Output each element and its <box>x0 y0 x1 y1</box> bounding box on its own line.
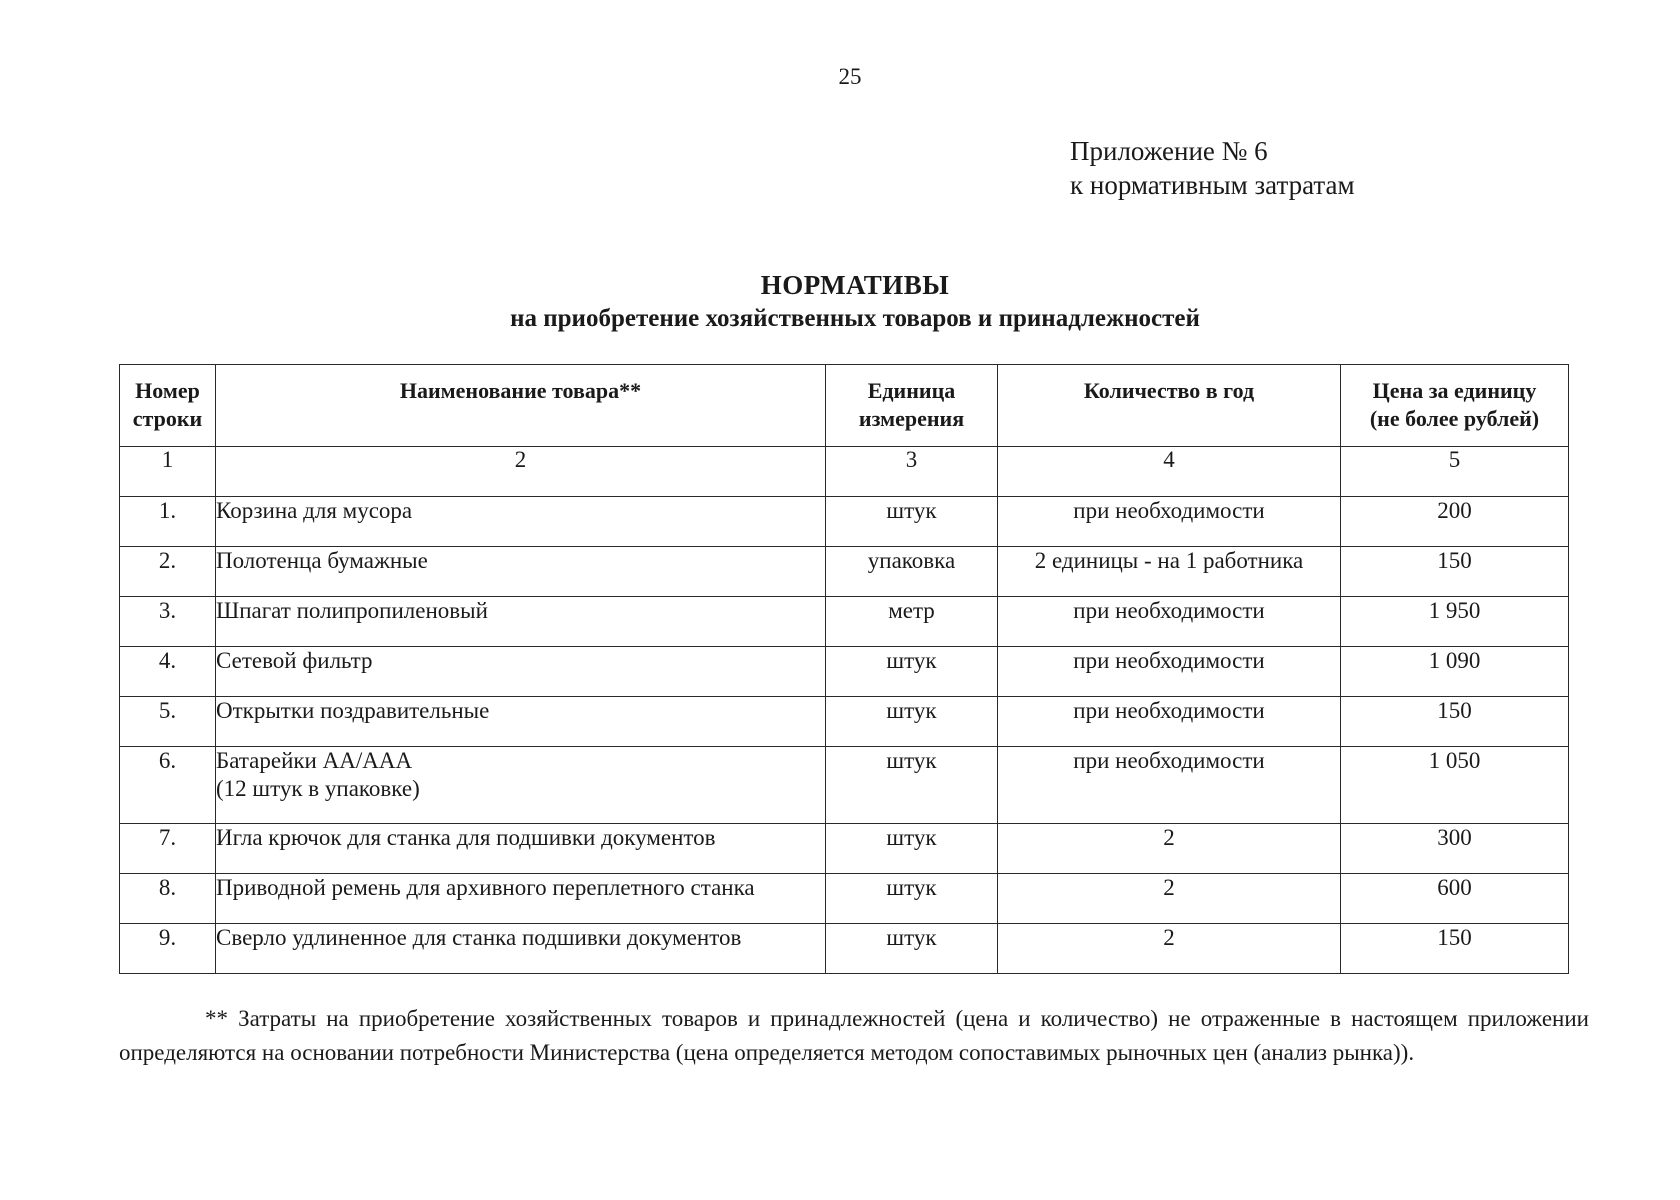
header-item-name: Наименование товара** <box>216 365 826 447</box>
price-cell: 200 <box>1341 497 1569 547</box>
unit-cell: штук <box>826 874 998 924</box>
quantity-cell: при необходимости <box>998 497 1341 547</box>
column-number: 4 <box>998 447 1341 497</box>
header-row-number: Номер строки <box>120 365 216 447</box>
table-row <box>120 647 1569 697</box>
price-cell: 150 <box>1341 547 1569 597</box>
title-subtitle: на приобретение хозяйственных товаров и принадлежностей <box>510 305 1200 332</box>
table-row <box>120 924 1569 974</box>
unit-cell: штук <box>826 497 998 547</box>
norms-table <box>119 364 1569 974</box>
quantity-cell: 2 единицы - на 1 работника <box>998 547 1341 597</box>
price-cell: 1 090 <box>1341 647 1569 697</box>
quantity-cell: при необходимости <box>998 597 1341 647</box>
row-number-cell: 5. <box>120 697 216 747</box>
page-number: 25 <box>838 64 862 89</box>
price-cell: 1 050 <box>1341 747 1569 824</box>
unit-cell: упаковка <box>826 547 998 597</box>
column-number: 3 <box>826 447 998 497</box>
unit-cell: штук <box>826 647 998 697</box>
table-row <box>120 497 1569 547</box>
column-number: 1 <box>120 447 216 497</box>
table-row <box>120 697 1569 747</box>
row-number-cell: 6. <box>120 747 216 824</box>
footnote: ** Затраты на приобретение хозяйственных товаров и принадлежностей (цена и количество) не отраженные в настоящем приложении определяются на основании потребности Министерства (цена определяется методом сопоставимых рыночных цен (анализ рынка)). <box>119 1006 1589 1065</box>
table-header-row <box>120 365 1569 447</box>
quantity-cell: при необходимости <box>998 697 1341 747</box>
header-quantity: Количество в год <box>998 365 1341 447</box>
appendix-line-2: к нормативным затратам <box>1070 170 1355 200</box>
table-row <box>120 874 1569 924</box>
table-row <box>120 824 1569 874</box>
quantity-cell: 2 <box>998 824 1341 874</box>
quantity-cell: при необходимости <box>998 747 1341 824</box>
item-name-cell: Сетевой фильтр <box>216 647 826 697</box>
item-name-cell: Шпагат полипропиленовый <box>216 597 826 647</box>
price-cell: 1 950 <box>1341 597 1569 647</box>
row-number-cell: 8. <box>120 874 216 924</box>
quantity-cell: 2 <box>998 874 1341 924</box>
quantity-cell: 2 <box>998 924 1341 974</box>
row-number-cell: 1. <box>120 497 216 547</box>
item-name-cell: Игла крючок для станка для подшивки документов <box>216 824 826 874</box>
item-name-cell: Полотенца бумажные <box>216 547 826 597</box>
unit-cell: штук <box>826 824 998 874</box>
row-number-cell: 4. <box>120 647 216 697</box>
unit-cell: штук <box>826 747 998 824</box>
header-price: Цена за единицу (не более рублей) <box>1341 365 1569 447</box>
item-name-cell: Сверло удлиненное для станка подшивки документов <box>216 924 826 974</box>
item-name-cell: Батарейки АА/ААА (12 штук в упаковке) <box>216 747 826 824</box>
table-row <box>120 747 1569 824</box>
unit-cell: метр <box>826 597 998 647</box>
document-title <box>120 268 1590 336</box>
table-row <box>120 597 1569 647</box>
column-number: 2 <box>216 447 826 497</box>
appendix-reference <box>1070 134 1355 202</box>
column-number: 5 <box>1341 447 1569 497</box>
quantity-cell: при необходимости <box>998 647 1341 697</box>
item-name-cell: Корзина для мусора <box>216 497 826 547</box>
item-name-cell: Открытки поздравительные <box>216 697 826 747</box>
column-number-row <box>120 447 1569 497</box>
item-name-cell: Приводной ремень для архивного переплетного станка <box>216 874 826 924</box>
header-unit: Единица измерения <box>826 365 998 447</box>
row-number-cell: 9. <box>120 924 216 974</box>
price-cell: 300 <box>1341 824 1569 874</box>
unit-cell: штук <box>826 924 998 974</box>
table-row <box>120 547 1569 597</box>
unit-cell: штук <box>826 697 998 747</box>
appendix-line-1: Приложение № 6 <box>1070 136 1268 166</box>
price-cell: 600 <box>1341 874 1569 924</box>
row-number-cell: 3. <box>120 597 216 647</box>
price-cell: 150 <box>1341 924 1569 974</box>
row-number-cell: 7. <box>120 824 216 874</box>
row-number-cell: 2. <box>120 547 216 597</box>
title-main: НОРМАТИВЫ <box>760 270 950 300</box>
price-cell: 150 <box>1341 697 1569 747</box>
